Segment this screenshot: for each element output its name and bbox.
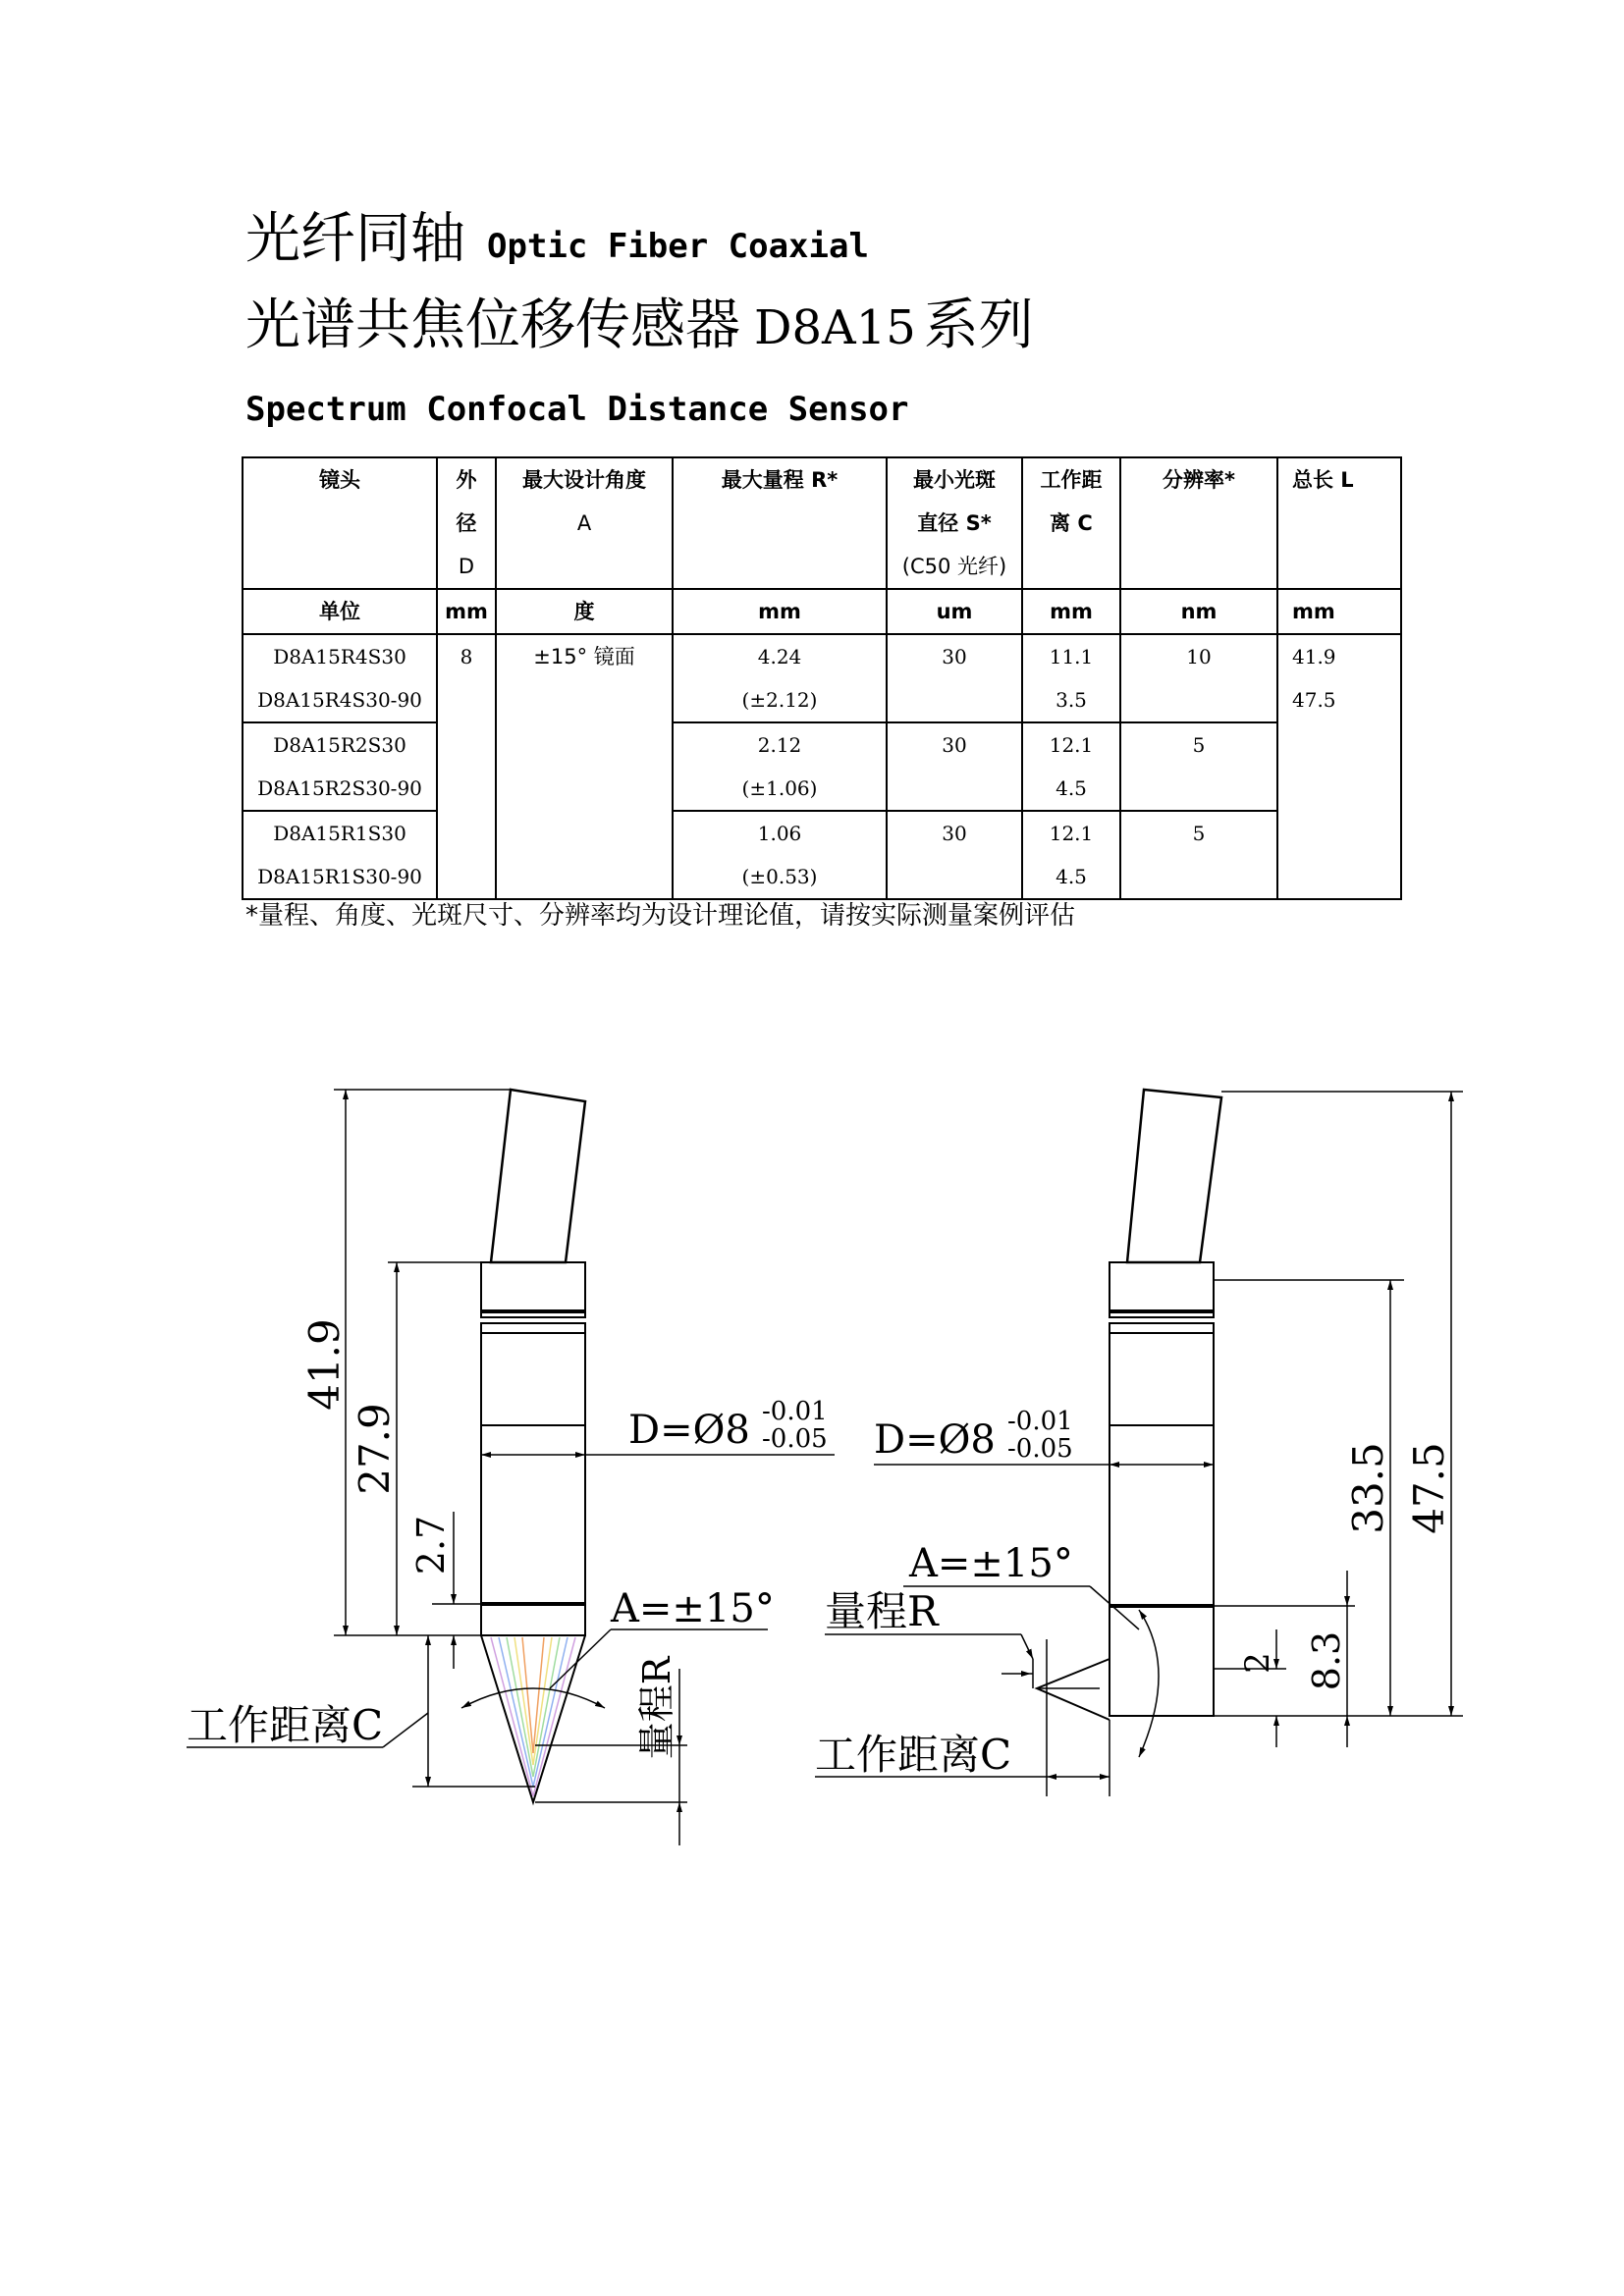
footnote: *量程、角度、光斑尺寸、分辨率均为设计理论值，请按实际测量案例评估 bbox=[245, 901, 1076, 931]
right-tol-lower: -0.05 bbox=[1007, 1434, 1073, 1464]
range-cell: 2.12 (±1.06) bbox=[673, 722, 887, 811]
left-wd-label: 工作距离C bbox=[187, 1701, 384, 1749]
spot-cell: 30 bbox=[887, 722, 1022, 811]
right-tol-upper: -0.01 bbox=[1007, 1407, 1073, 1436]
model-cell: D8A15R2S30 D8A15R2S30-90 bbox=[243, 722, 437, 811]
right-angle-label: A=±15° bbox=[909, 1541, 1073, 1586]
left-diameter-label: D=Ø8 bbox=[628, 1408, 750, 1453]
right-range-label: 量程R bbox=[825, 1587, 939, 1635]
title-line-2-prefix: 光谱共焦位移传感器 bbox=[245, 294, 740, 357]
title-line-3: Spectrum Confocal Distance Sensor bbox=[245, 390, 909, 429]
dim-33-5: 33.5 bbox=[1344, 1442, 1392, 1534]
dim-2-7: 2.7 bbox=[409, 1515, 453, 1575]
unit-res: nm bbox=[1120, 589, 1277, 634]
unit-len: mm bbox=[1277, 589, 1401, 634]
right-diameter-label: D=Ø8 bbox=[874, 1417, 996, 1463]
wd-cell: 11.1 3.5 bbox=[1022, 634, 1120, 722]
od-value: 8 bbox=[437, 634, 496, 899]
dim-2: 2 bbox=[1238, 1652, 1277, 1674]
unit-angle: 度 bbox=[496, 589, 673, 634]
title-cn: 光纤同轴 bbox=[245, 207, 465, 271]
len-value: 41.9 47.5 bbox=[1277, 634, 1401, 899]
res-cell: 10 bbox=[1120, 634, 1277, 722]
unit-spot: um bbox=[887, 589, 1022, 634]
header-wd: 工作距 离 C bbox=[1022, 457, 1120, 589]
wd-cell: 12.1 4.5 bbox=[1022, 722, 1120, 811]
header-angle: 最大设计角度 A bbox=[496, 457, 673, 589]
title-en: Optic Fiber Coaxial bbox=[487, 227, 869, 266]
range-cell: 4.24 (±2.12) bbox=[673, 634, 887, 722]
header-range: 最大量程 R* bbox=[673, 457, 887, 589]
header-lens: 镜头 bbox=[243, 457, 437, 589]
angle-value: ±15° 镜面 bbox=[496, 634, 673, 899]
title-line-2-suffix: 系列 bbox=[923, 294, 1034, 357]
dim-8-3: 8.3 bbox=[1305, 1630, 1348, 1691]
res-cell: 5 bbox=[1120, 722, 1277, 811]
left-range-label: 量程R bbox=[635, 1656, 678, 1760]
unit-range: mm bbox=[673, 589, 887, 634]
dim-41-9: 41.9 bbox=[300, 1318, 349, 1411]
header-res: 分辨率* bbox=[1120, 457, 1277, 589]
model-cell: D8A15R4S30 D8A15R4S30-90 bbox=[243, 634, 437, 722]
dim-47-5: 47.5 bbox=[1405, 1442, 1453, 1534]
title-model: D8A15 bbox=[754, 300, 916, 355]
wd-cell: 12.1 4.5 bbox=[1022, 811, 1120, 899]
header-od: 外 径 D bbox=[437, 457, 496, 589]
dim-27-9: 27.9 bbox=[351, 1403, 399, 1495]
header-len: 总长 L bbox=[1277, 457, 1401, 589]
range-cell: 1.06 (±0.53) bbox=[673, 811, 887, 899]
left-tol-lower: -0.05 bbox=[762, 1424, 828, 1454]
left-angle-label: A=±15° bbox=[611, 1586, 775, 1631]
spot-cell: 30 bbox=[887, 811, 1022, 899]
spot-cell: 30 bbox=[887, 634, 1022, 722]
left-tol-upper: -0.01 bbox=[762, 1397, 828, 1426]
unit-wd: mm bbox=[1022, 589, 1120, 634]
model-cell: D8A15R1S30 D8A15R1S30-90 bbox=[243, 811, 437, 899]
unit-lens: 单位 bbox=[243, 589, 437, 634]
right-wd-label: 工作距离C bbox=[815, 1731, 1012, 1779]
res-cell: 5 bbox=[1120, 811, 1277, 899]
unit-od: mm bbox=[437, 589, 496, 634]
header-spot: 最小光斑 直径 S* (C50 光纤) bbox=[887, 457, 1022, 589]
